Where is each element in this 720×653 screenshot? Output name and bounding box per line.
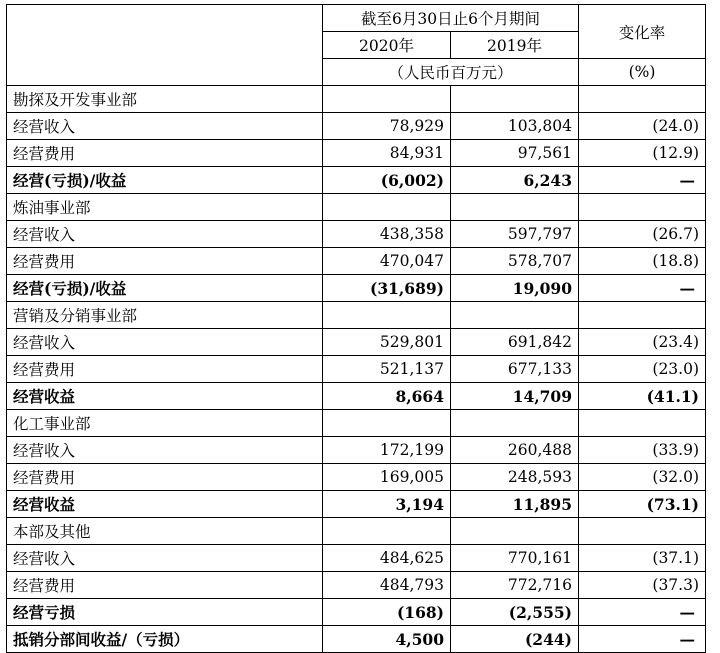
value-2020: 470,047: [323, 248, 451, 275]
change-rate: (73.1): [579, 491, 706, 518]
value-2020: 84,931: [323, 140, 451, 167]
value-2019: 677,133: [451, 356, 579, 383]
value-2020: 8,664: [323, 383, 451, 410]
change-rate: —: [579, 626, 706, 653]
row-label: 经营收入: [7, 545, 323, 572]
value-2020: 484,793: [323, 572, 451, 599]
change-rate: (37.3): [579, 572, 706, 599]
value-2020: [323, 86, 451, 113]
total-row: [7, 599, 706, 626]
row-label: 炼油事业部: [7, 194, 323, 221]
total-row: [7, 167, 706, 194]
row-label: 经营(亏损)/收益: [7, 167, 323, 194]
table-row: [7, 221, 706, 248]
segment-row: [7, 518, 706, 545]
row-label: 经营费用: [7, 140, 323, 167]
segment-row: [7, 86, 706, 113]
value-2020: [323, 302, 451, 329]
segment-row: [7, 194, 706, 221]
change-rate: (24.0): [579, 113, 706, 140]
table-row: [7, 113, 706, 140]
value-2019: [451, 302, 579, 329]
change-rate: (26.7): [579, 221, 706, 248]
value-2019: 578,707: [451, 248, 579, 275]
row-label: 经营费用: [7, 572, 323, 599]
financial-table: [6, 4, 706, 653]
value-2020: 172,199: [323, 437, 451, 464]
value-2020: 78,929: [323, 113, 451, 140]
change-rate: (33.9): [579, 437, 706, 464]
row-label: 经营亏损: [7, 599, 323, 626]
value-2019: [451, 410, 579, 437]
change-rate: [579, 518, 706, 545]
segment-row: [7, 410, 706, 437]
row-label: 经营收入: [7, 113, 323, 140]
change-rate: [579, 194, 706, 221]
value-2019: 97,561: [451, 140, 579, 167]
value-2019: 597,797: [451, 221, 579, 248]
change-rate: [579, 302, 706, 329]
change-rate: (23.0): [579, 356, 706, 383]
table-row: [7, 464, 706, 491]
row-label: 经营费用: [7, 464, 323, 491]
value-2019: 6,243: [451, 167, 579, 194]
row-label: 经营收入: [7, 437, 323, 464]
row-label: 经营收入: [7, 329, 323, 356]
value-2019: 11,895: [451, 491, 579, 518]
value-2019: [451, 518, 579, 545]
value-2020: 484,625: [323, 545, 451, 572]
percent-header: (%): [579, 59, 706, 86]
change-rate: (41.1): [579, 383, 706, 410]
period-header: 截至6月30日止6个月期间: [323, 5, 579, 32]
table-row: [7, 356, 706, 383]
year-2019-header: 2019年: [451, 32, 579, 59]
row-label: 勘探及开发事业部: [7, 86, 323, 113]
value-2019: 770,161: [451, 545, 579, 572]
row-label: 营销及分销事业部: [7, 302, 323, 329]
value-2019: 248,593: [451, 464, 579, 491]
value-2020: 4,500: [323, 626, 451, 653]
change-rate: [579, 86, 706, 113]
change-rate: (18.8): [579, 248, 706, 275]
change-rate: (12.9): [579, 140, 706, 167]
total-row: [7, 491, 706, 518]
table-row: [7, 248, 706, 275]
segment-row: [7, 302, 706, 329]
value-2020: (6,002): [323, 167, 451, 194]
row-label: 抵销分部间收益/（亏损）: [7, 626, 323, 653]
value-2019: 772,716: [451, 572, 579, 599]
value-2020: [323, 518, 451, 545]
value-2019: 691,842: [451, 329, 579, 356]
value-2019: (2,555): [451, 599, 579, 626]
change-rate: —: [579, 275, 706, 302]
row-label: 本部及其他: [7, 518, 323, 545]
value-2020: (31,689): [323, 275, 451, 302]
unit-header: （人民币百万元）: [323, 59, 579, 86]
row-label: 经营(亏损)/收益: [7, 275, 323, 302]
value-2020: 529,801: [323, 329, 451, 356]
value-2020: 3,194: [323, 491, 451, 518]
change-rate: (37.1): [579, 545, 706, 572]
value-2019: (244): [451, 626, 579, 653]
table-row: [7, 545, 706, 572]
table-row: [7, 140, 706, 167]
change-rate: —: [579, 167, 706, 194]
value-2020: (168): [323, 599, 451, 626]
table-row: [7, 437, 706, 464]
year-2020-header: 2020年: [323, 32, 451, 59]
value-2020: 521,137: [323, 356, 451, 383]
value-2019: 14,709: [451, 383, 579, 410]
value-2020: 438,358: [323, 221, 451, 248]
header-blank-cell: [7, 5, 323, 86]
row-label: 经营费用: [7, 248, 323, 275]
value-2019: 19,090: [451, 275, 579, 302]
change-rate: —: [579, 599, 706, 626]
total-row: [7, 383, 706, 410]
change-rate-header: 变化率: [579, 5, 706, 59]
value-2019: 103,804: [451, 113, 579, 140]
value-2020: 169,005: [323, 464, 451, 491]
table-row: [7, 329, 706, 356]
table-row: [7, 572, 706, 599]
row-label: 经营费用: [7, 356, 323, 383]
total-row: [7, 626, 706, 653]
value-2020: [323, 194, 451, 221]
row-label: 经营收益: [7, 491, 323, 518]
value-2019: [451, 86, 579, 113]
change-rate: (32.0): [579, 464, 706, 491]
change-rate: (23.4): [579, 329, 706, 356]
change-rate: [579, 410, 706, 437]
value-2019: [451, 194, 579, 221]
row-label: 经营收益: [7, 383, 323, 410]
value-2020: [323, 410, 451, 437]
row-label: 化工事业部: [7, 410, 323, 437]
total-row: [7, 275, 706, 302]
row-label: 经营收入: [7, 221, 323, 248]
value-2019: 260,488: [451, 437, 579, 464]
